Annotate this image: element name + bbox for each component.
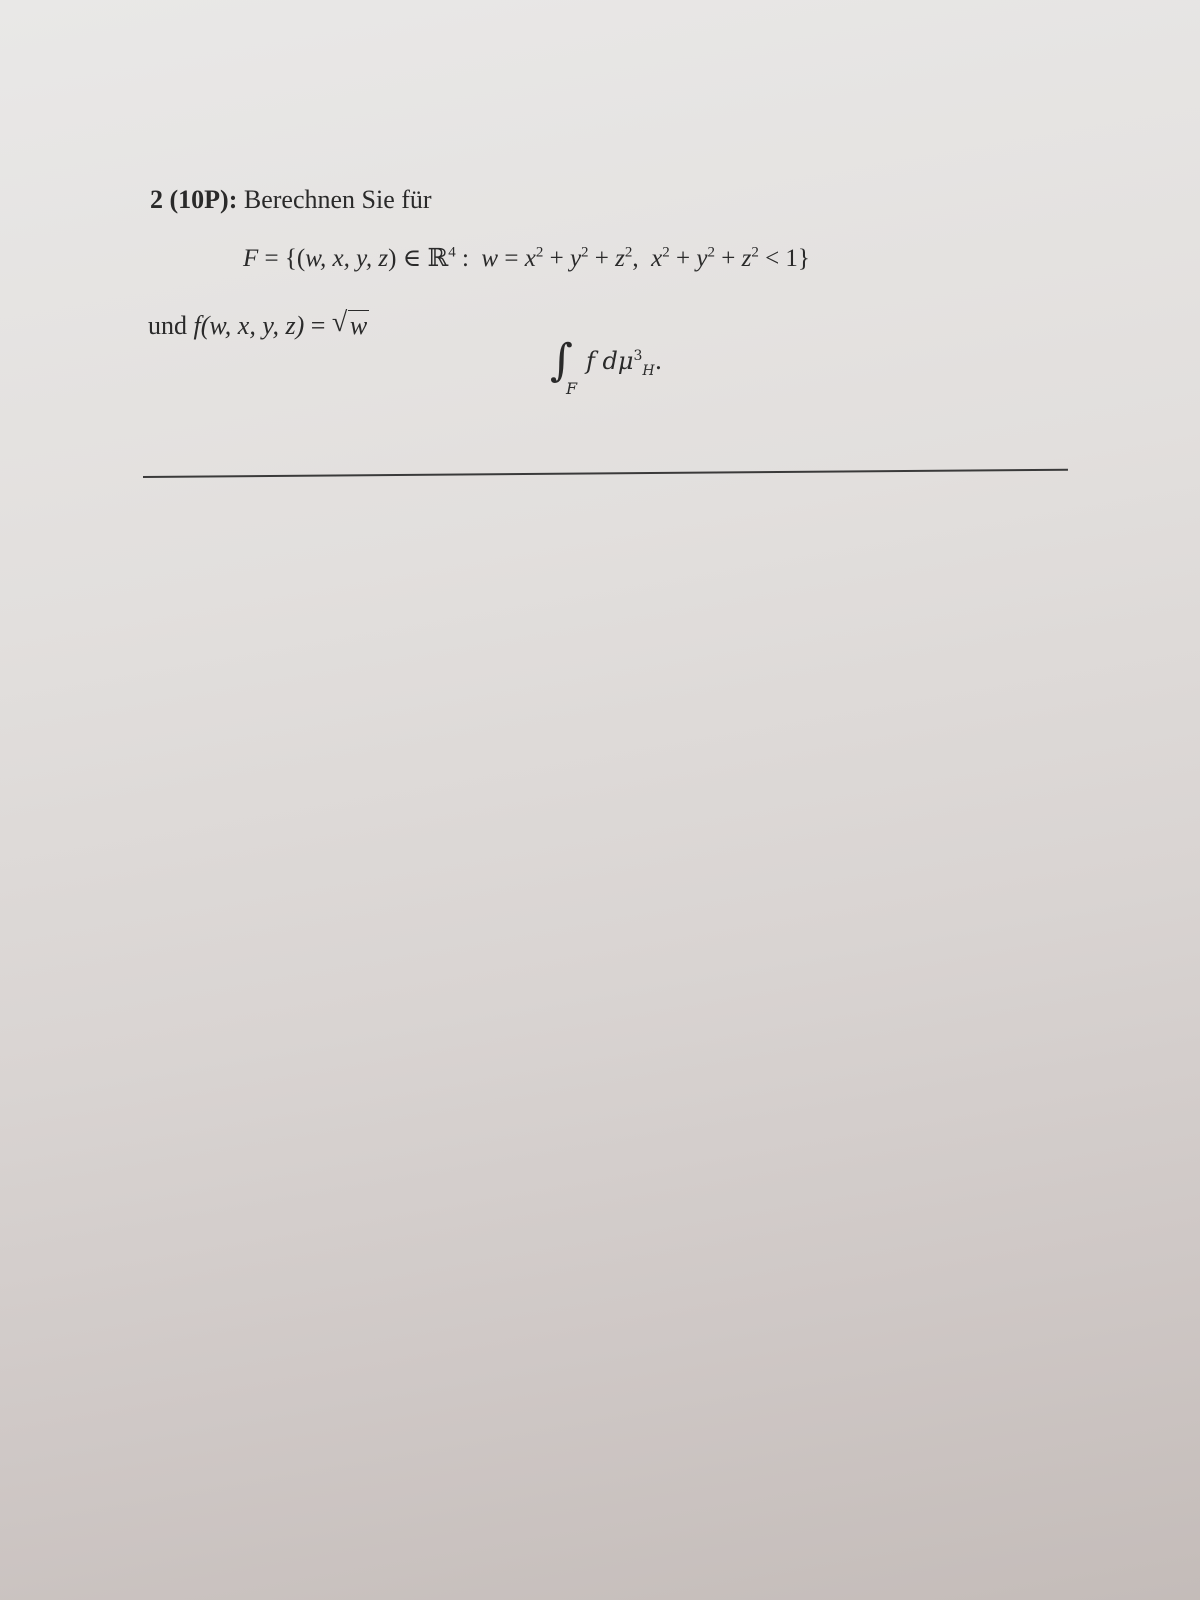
bound-one: 1 [785,245,798,272]
function-name: f [193,311,201,340]
cond-w: w [481,245,499,272]
tuple-close: ) [388,245,397,272]
comma: , [632,245,639,272]
set-close: } [797,245,810,272]
set-definition [243,243,810,273]
term-z: z [615,245,625,272]
plus-sign: + [549,245,564,272]
set-open: {( [284,245,306,272]
term-z: z [741,245,752,272]
radical-icon: √ [331,307,348,338]
problem-number: 2 (10P): [150,185,238,214]
plus-sign: + [721,245,736,272]
term-y: y [696,245,708,272]
function-args: (w, x, y, z) [200,311,305,340]
function-definition [148,307,369,341]
term-x: x [651,245,663,272]
exp-2: 2 [581,244,589,261]
exp-2: 2 [751,244,759,261]
set-name: F [243,245,259,272]
set-colon: : [461,245,469,272]
divider-line [143,469,1068,478]
integrand [586,347,662,379]
exp-2: 2 [535,244,544,261]
tuple-vars: w, x, y, z [305,245,389,272]
exp-2: 2 [707,244,715,261]
exp-2: 2 [662,244,670,261]
term-y: y [569,245,582,272]
element-of: ∈ [402,245,422,272]
measure-hausdorff: H [642,362,655,379]
exp-2: 2 [624,244,633,261]
problem-heading [150,185,432,215]
equals-sign: = [310,311,326,340]
integral-sign: ∫ [550,335,573,386]
period: . [654,347,663,375]
plus-sign: + [676,245,691,272]
radicand: w [349,311,368,340]
space-dimension: 4 [448,244,456,261]
term-x: x [524,245,536,272]
und-word: und [148,311,187,340]
cond-equals: = [504,245,519,272]
plus-sign: + [594,245,609,272]
integral-domain: F [566,379,578,398]
less-than: < [765,245,780,272]
equals-sign: = [264,245,279,272]
problem-instruction: Berechnen Sie für [243,185,432,214]
square-root [331,307,369,341]
real-space: ℝ [427,245,449,272]
measure-dimension: 3 [633,348,643,364]
integrand-expr: f dμ [586,347,634,375]
